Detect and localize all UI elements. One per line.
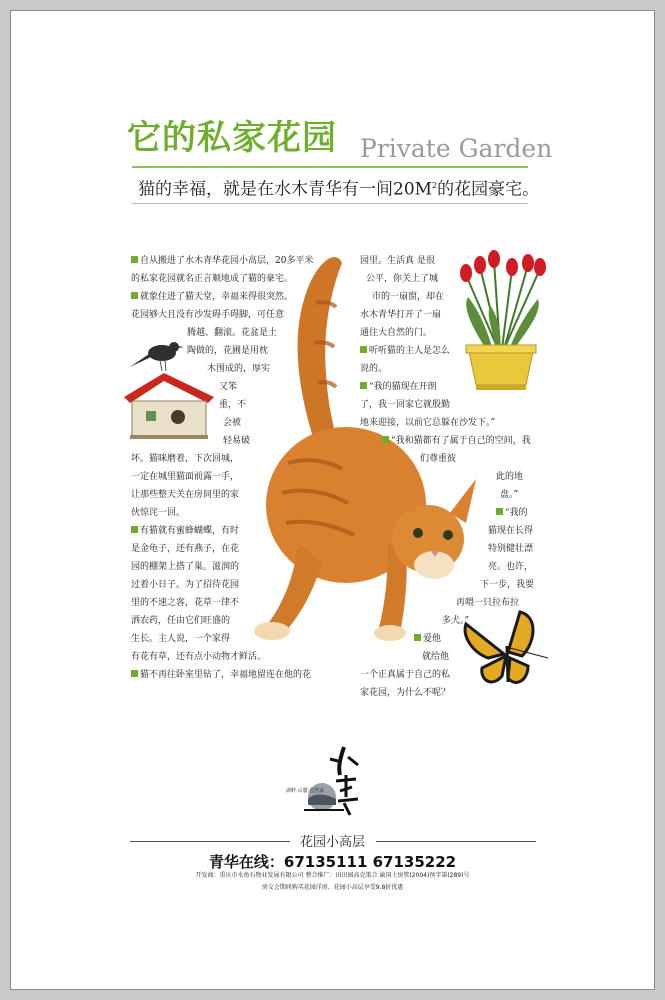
text-line: 地来迎接，以前它总躲在沙发下。” [360,418,496,428]
bullet-square-icon [382,436,389,443]
footer-hotline: 青华在线：67135111 67135222 [208,853,457,871]
bullet-square-icon [496,508,503,515]
subtitle-superscript: 2 [432,181,438,190]
text-line: 一个正真属于自己的私 [360,670,451,680]
text-line: 亮。也许， [488,562,534,572]
text-line: 有猫就有蜜蜂蝴蝶，有时 [131,522,313,540]
title-underline [132,166,528,168]
text-line: 腾越、翻滚。花盆是土 [187,328,278,338]
text-line: 的私家花园就名正言顺地成了猫的豪宅。 [131,274,294,284]
text-line: 下一步，我要 [480,580,535,590]
footer-product-line: 花园小高层 [0,831,665,850]
text-line: 公平，你关上了城 [366,274,439,284]
text-line: 又笨 [219,382,238,392]
text-line: 说的。 [360,364,388,374]
footer-fine-print-1: 开发商：重庆市水鱼石物业发展有限公司 整合推广：田田园高克策合 渝国土房管(2004)预字第(289)号 [195,872,470,879]
text-line: “我和猫都有了属于自己的空间，我 [360,432,534,450]
text-line: 了，我一回家它就殷勤 [360,400,451,410]
bullet-square-icon [131,526,138,533]
text-line: 猫不再往卧室里钻了，幸福地留连在他的花 [131,666,313,684]
text-line: 就给他 [422,652,450,662]
text-line: 市的一扇窗，却在 [372,292,445,302]
text-line: 生长。主人说，一个家得 [131,634,231,644]
text-line: 轻易破 [223,436,251,446]
text-line: 洒农药，任由它们旺盛的 [131,616,231,626]
footer-fine-print-2: 房交会期间购买花园洋房、花园小高层享受9.8折优惠 [261,884,404,891]
bullet-square-icon [131,292,138,299]
body-column-left [131,252,313,684]
poster-subtitle: 猫的幸福，就是在水木青华有一间$20M^2$的花园豪宅。 [138,179,540,200]
text-line: 陶做的，花圃是用枕 [187,346,269,356]
text-line: 水木青华打开了一扇 [360,310,442,320]
bullet-square-icon [131,670,138,677]
text-line: “我的猫现在开朗 [360,378,534,396]
bullet-square-icon [414,634,421,641]
brand-logo [300,745,370,823]
text-line: 园里。生活真 是很 [360,256,435,266]
bullet-square-icon [360,346,367,353]
text-line: 就象住进了猫天堂，幸福来得很突然。 [131,288,313,306]
brand-tagline: 湖畔·山麓·自然家 [286,788,325,794]
text-line: “我的 [360,504,534,522]
text-line: 有花有草，还有点小动物才鲜活。 [131,652,267,662]
poster-title-cn: 它的私家花园 [127,118,337,158]
text-line: 特别健壮漂 [488,544,534,554]
text-line: 此的地 [496,472,524,482]
text-line: 家花园，为什么不呢？ [360,688,451,698]
text-line: 里的不速之客，花草一律不 [131,598,240,608]
bullet-square-icon [131,256,138,263]
text-line: 园的棚架上搭了巢。滋润的 [131,562,240,572]
text-line: 重，不 [219,400,247,410]
text-line: 过着小日子。为了招待花园 [131,580,240,590]
text-line: 坏。猫咪磨着，下次回城， [131,454,240,464]
text-line: 们尊重彼 [420,454,457,464]
text-line: 自从搬进了水木青华花园小高层，20多平米 [131,252,313,270]
text-line: 听听猫的主人是怎么 [360,342,534,360]
text-line: 伙惊诧一回。 [131,508,186,518]
text-line: 再喂一只拉布拉 [456,598,520,608]
poster-title-en: Private Garden [360,134,553,163]
text-line: 盘。” [500,490,519,500]
text-line: 是金龟子，还有燕子，在花 [131,544,240,554]
subtitle-divider [132,203,528,204]
text-line: 爱他 [360,630,534,648]
text-line: 花园够大且没有沙发碍手碍脚，可任意 [131,310,285,320]
text-line: 猫现在长得 [488,526,534,536]
text-line: 一定在城里猫面前露一手， [131,472,240,482]
text-line: 木围成的，厚实 [207,364,271,374]
text-line: 会被 [223,418,242,428]
text-line: 通往大自然的门。 [360,328,433,338]
text-line: 让那些整天关在房间里的家 [131,490,240,500]
body-column-right [360,252,534,702]
text-line: 多犬。” [442,616,470,626]
bullet-square-icon [360,382,367,389]
